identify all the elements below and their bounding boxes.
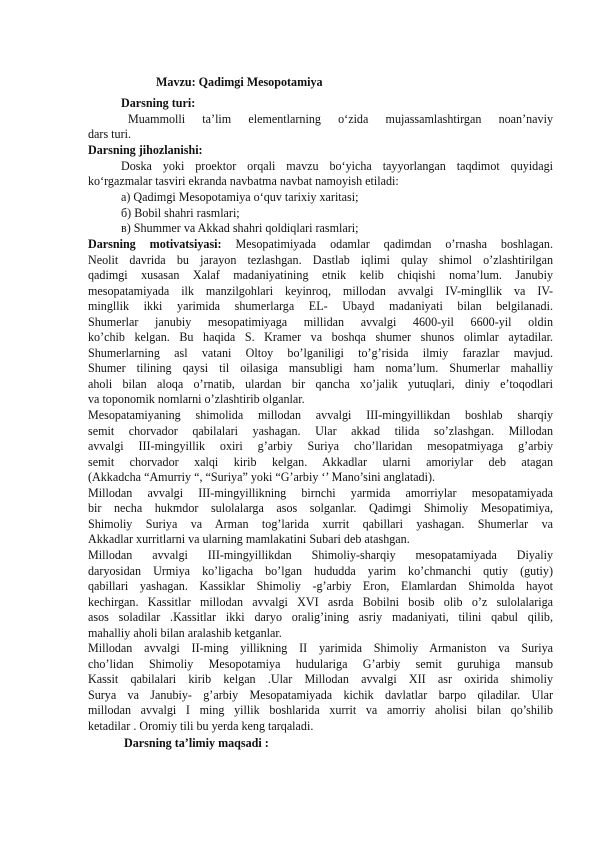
body-line: mahalliy aholi bilan aralashib ketganlar.: [88, 625, 282, 640]
goal-heading: Darsning ta’limiy maqsadi :: [124, 736, 269, 750]
type-text-line: Muammolli ta’lim elementlarning o‘zida mujassamlashtirgan noan’naviy: [128, 112, 553, 126]
body-line: bir necha hukmdor sulolalarga asos solganlar. Qadimgi Shimoliy Mesopatimiya,: [88, 501, 553, 516]
body-line: (Akkadcha “Amurriy “, “Suriya” yoki “G’arbiy ‘’ Mano’sini anglatadi).: [88, 470, 436, 485]
body-line: cho’lidan Shimoliy Mesopotamiya hudulariga G’arbiy semit guruhiga mansub: [88, 656, 553, 671]
body-line: semit chorvador qabilalari yashagan. Ular akkad tilida so’zlashgan. Millodan: [88, 423, 553, 438]
equipment-item: б) Bobil shahri rasmlari;: [121, 206, 240, 220]
body-line: Mesopatamiyaning shimolida millodan avvalgi III-mingyillikdan boshlab sharqiy: [88, 408, 553, 422]
body-line: qadimgi xusasan Xalaf madaniyatining etnik kelib chiqishi noma’lum. Janubiy: [88, 268, 553, 283]
body-line: kechirgan. Kassitlar millodan avvalgi XVI asrda Bobilni bosib olib o’z sulolalariga: [88, 594, 553, 609]
body-line: Surya va Janubiy- g’arbiy Mesopatamiyada kichik davlatlar barpo qiladilar. Ular: [88, 687, 553, 702]
body-line: Shumerlarning asl vatani Oltoy bo’lganiligi to’g’risida ilmiy farazlar mavjud.: [88, 345, 553, 360]
motivation-line: [88, 237, 553, 253]
body-line: ketadilar . Oromiy tili bu yerda keng tarqaladi.: [88, 719, 314, 733]
type-heading: Darsning turi:: [121, 96, 196, 110]
body-line: va toponomik nomlarni o’zlashtirib olganlar.: [88, 392, 305, 407]
body-line: daryosidan Urmiya ko’ligacha bo’lgan hududda yarim ko’chmanchi qutiy (gutiy): [88, 563, 553, 578]
type-text-line: dars turi.: [88, 127, 131, 141]
motivation-heading: Darsning motivatsiyasi:: [88, 237, 222, 251]
body-line: asos soladilar .Kassitlar ikki daryo oralig’ining asriy madaniyati, tilini qabul qilib,: [88, 610, 553, 625]
body-line: semit chorvador xalqi kirib kelgan. Akkadlar ularni amoriylar deb atagan: [88, 454, 553, 469]
body-line: aholi bilan aloqa o’rnatib, ulardan bir qancha xo’jalik yutuqlari, diniy e’toqodlari: [88, 376, 553, 391]
body-line: qabillari yashagan. Kassiklar Shimoliy -g’arbiy Eron, Elamlardan Shimolda hayot: [88, 579, 553, 594]
body-line: mesopatamiyada ilk manzilgohlari keyinroq, millodan avvalgi IV-mingllik va IV-: [88, 283, 553, 298]
equipment-item: a) Qadimgi Mesopotamiya o‘quv tarixiy xaritasi;: [121, 190, 359, 204]
equipment-item: в) Shummer va Akkad shahri qoldiqlari rasmlari;: [121, 221, 359, 235]
body-line: Shumerlar janubiy mesopatimiyaga millidan avvalgi 4600-yil 6600-yil oldin: [88, 314, 553, 329]
body-line: Kassit qabilalari kirib kelgan .Ular Millodan avvalgi XII asr oxirida shimoliy: [88, 672, 553, 687]
body-line: mingllik ikki yarimida shumerlarga EL- Ubayd madaniyati bilan belgilanadi.: [88, 299, 553, 314]
body-line: Shimoliy Suriya va Arman tog’larida xurrit qabillari yashagan. Shumerlar va: [88, 516, 553, 531]
body-line: Millodan avvalgi III-mingyillikning birnchi yarmida amorriylar mesopatamiyada: [88, 485, 553, 500]
body-line: avvalgi III-mingyillik oxiri g’arbiy Suriya cho’llaridan mesopatmiyaga g’arbiy: [88, 439, 553, 454]
motivation-text: Mesopatimiyada odamlar qadimdan o’rnasha boshlagan.: [221, 237, 553, 251]
body-line: ko’chib kelgan. Bu haqida S. Kramer va boshqa shumer shunos olimlar aytadilar.: [88, 330, 553, 345]
body-line: Millodan avvalgi II-ming yillikning II yarimida Shimoliy Armaniston va Suriya: [88, 641, 553, 656]
body-line: Shumer tilining qaysi til oilasiga mansubligi ham noma’lum. Shumerlar mahalliy: [88, 361, 553, 376]
equipment-heading: Darsning jihozlanishi:: [88, 143, 203, 157]
body-line: Millodan avvalgi III-mingyillikdan Shimoliy-sharqiy mesopatamiyada Diyaliy: [88, 547, 553, 562]
equipment-intro-line: Doska yoki proektor orqali mavzu bo‘yicha tayyorlangan taqdimot quyidagi: [121, 159, 553, 173]
equipment-intro-line: ko‘rgazmalar tasviri ekranda navbatma navbat namoyish etiladi:: [88, 174, 399, 188]
body-line: millodan avvalgi I ming yillik boshlarida xurrit va amorriy aholisi bilan qo’shilib: [88, 703, 553, 718]
body-line: Neolit davrida bu jarayon tezlashgan. Dastlab iqlimi qulay shimol o’zlashtirilgan: [88, 252, 553, 267]
body-line: Akkadlar xurritlarni va ularning mamlakatini Subari deb atashgan.: [88, 532, 410, 547]
document-title: Mavzu: Qadimgi Mesopotamiya: [156, 75, 323, 89]
